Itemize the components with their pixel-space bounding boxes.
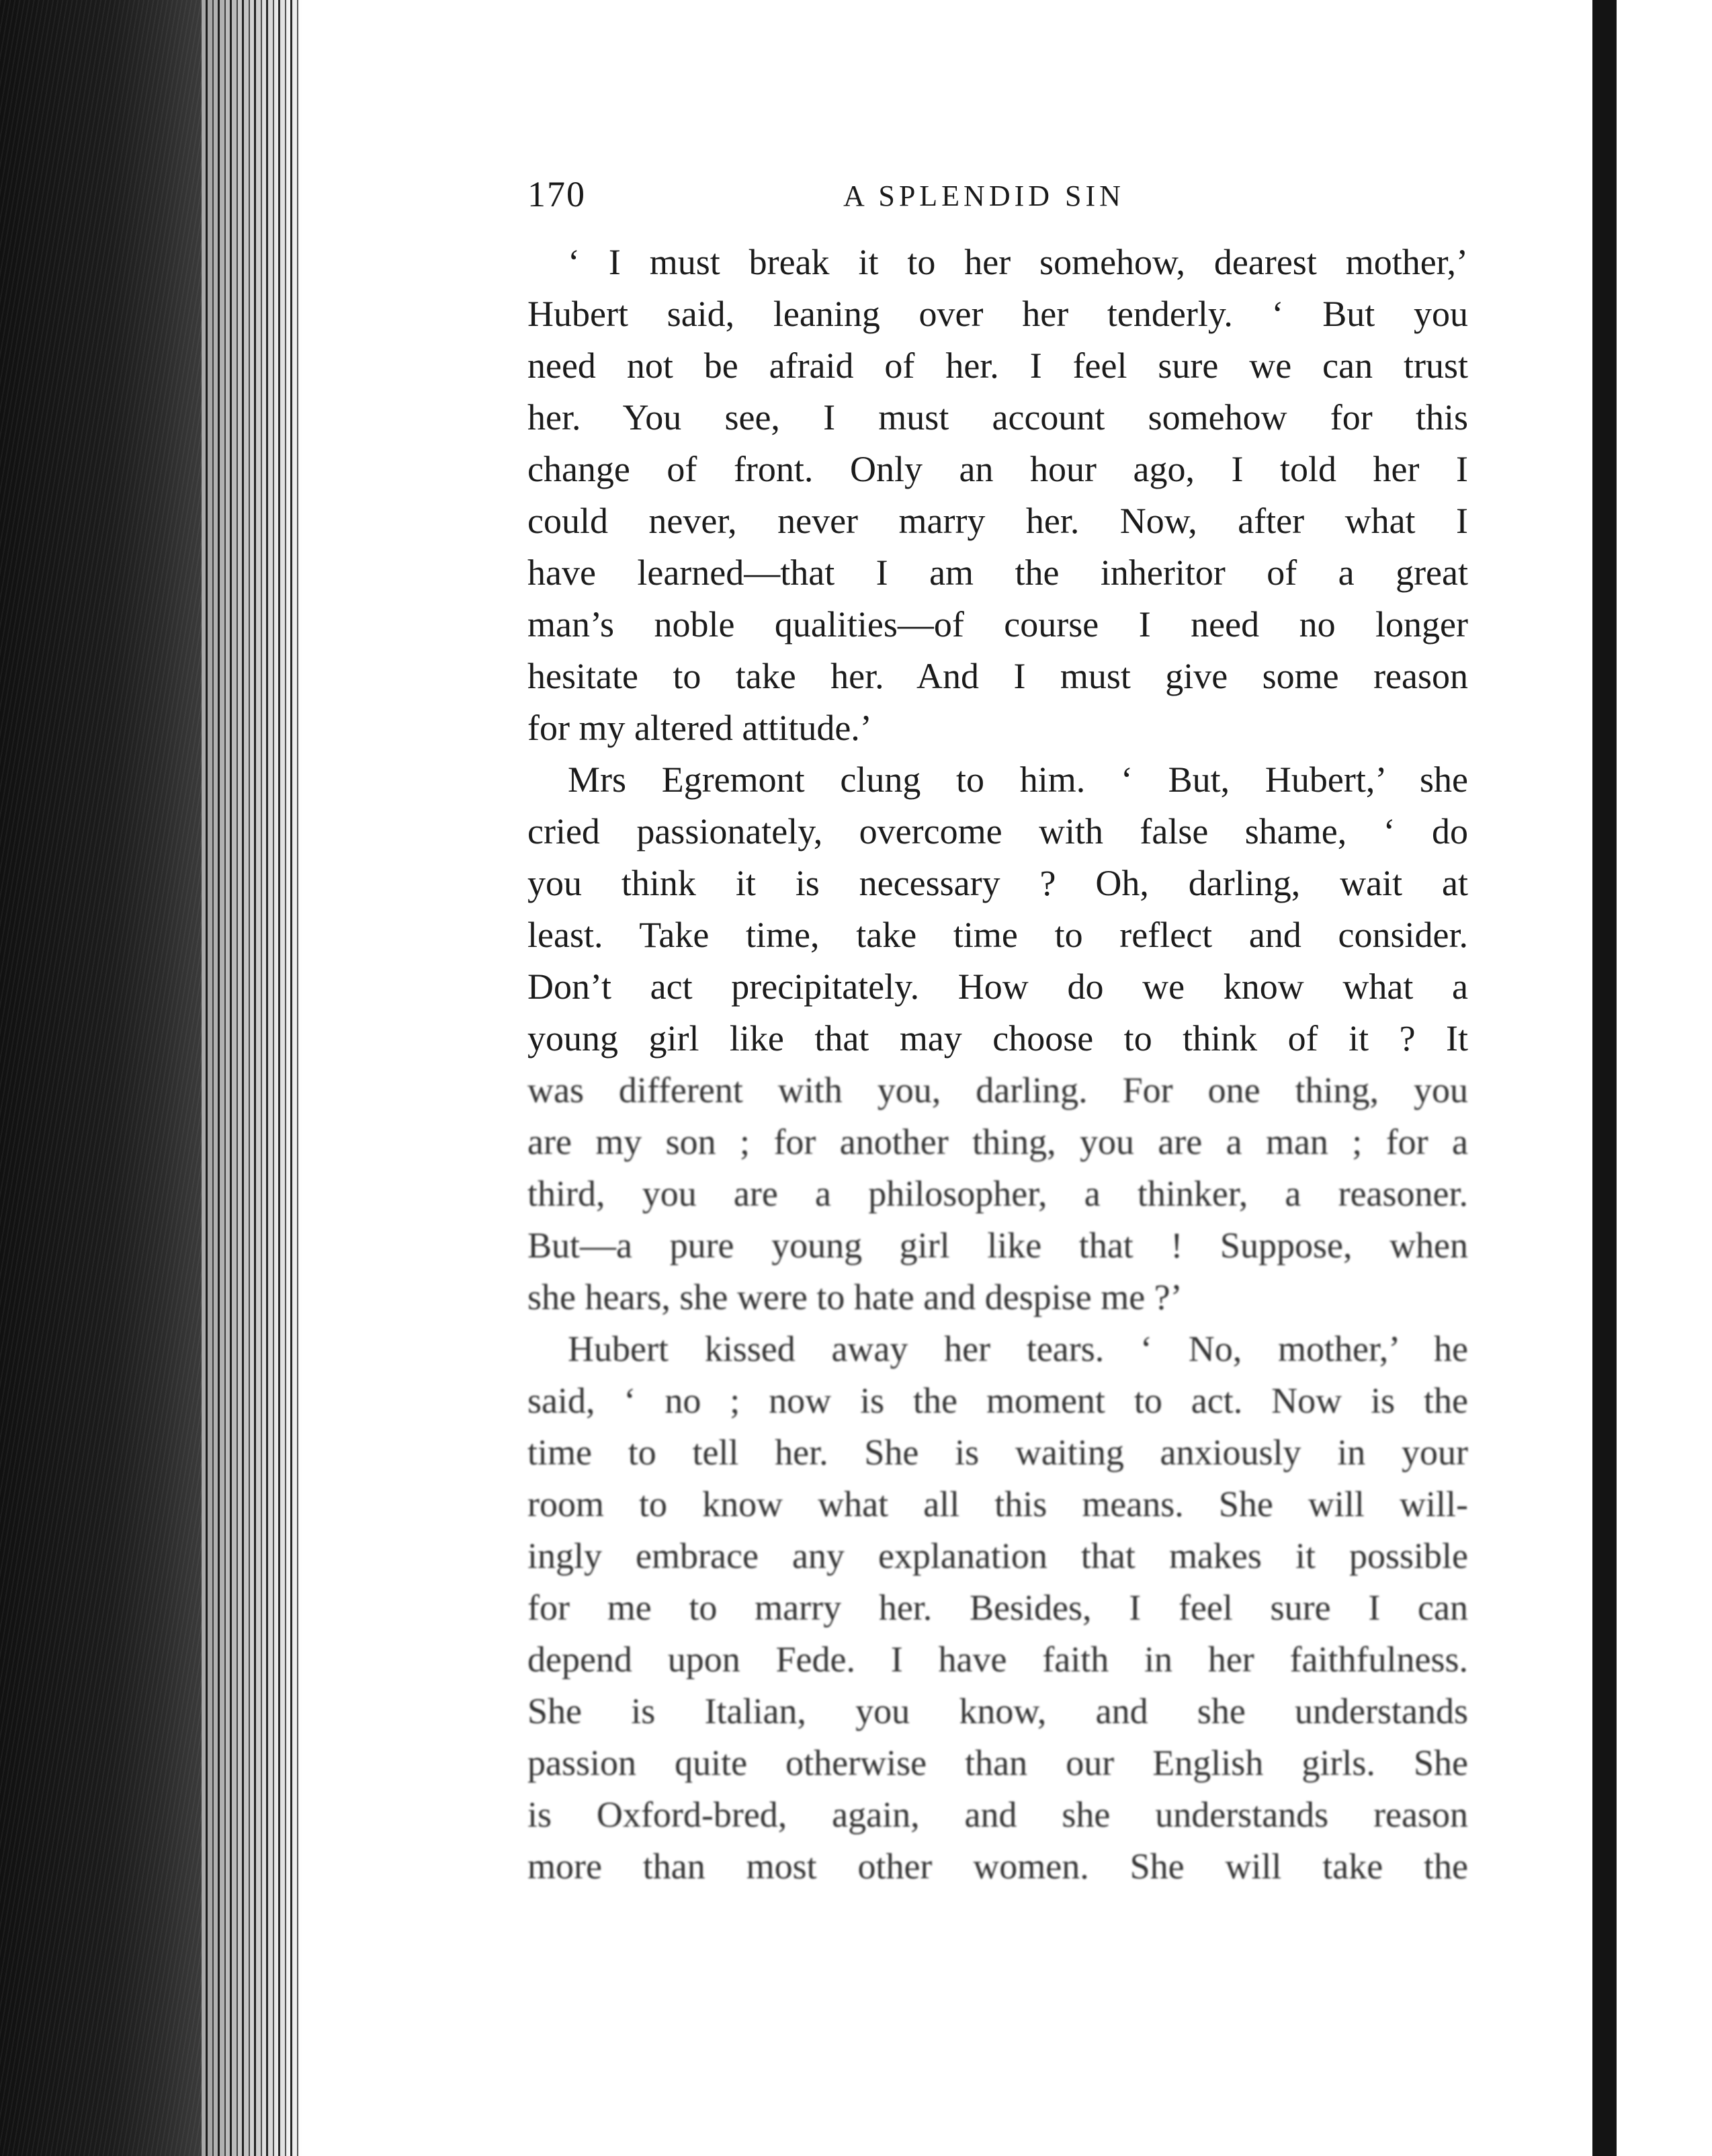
spine-texture	[0, 0, 202, 2156]
text-line: she hears, she were to hate and despise me ?’	[527, 1277, 1183, 1317]
text-line: Don’t act precipitately. How do we know what a	[527, 966, 1468, 1007]
next-page-strip	[1617, 0, 1712, 2156]
text-line: said, ‘ no ; now is the moment to act. Now is the	[527, 1380, 1468, 1421]
text-line: more than most other women. She will take the	[527, 1846, 1468, 1887]
text-line: change of front. Only an hour ago, I told her I	[527, 449, 1468, 489]
text-line: young girl like that may choose to think of it ? It	[527, 1018, 1468, 1059]
running-header	[527, 173, 1468, 220]
text-line: Hubert said, leaning over her tenderly. ‘ But you	[527, 294, 1468, 334]
text-line: hesitate to take her. And I must give some reason	[527, 656, 1468, 696]
text-line: could never, never marry her. Now, after what I	[527, 501, 1468, 541]
text-line: time to tell her. She is waiting anxiously in your	[527, 1432, 1468, 1473]
text-line: third, you are a philosopher, a thinker, a reasoner.	[527, 1173, 1468, 1214]
text-line: depend upon Fede. I have faith in her faithfulness.	[527, 1639, 1468, 1680]
text-line: for me to marry her. Besides, I feel sure I can	[527, 1587, 1468, 1628]
text-line: cried passionately, overcome with false shame, ‘ do	[527, 811, 1468, 852]
text-line: But—a pure young girl like that ! Suppose, when	[527, 1225, 1468, 1266]
text-line: her. You see, I must account somehow for this	[527, 397, 1468, 438]
text-line: you think it is necessary ? Oh, darling, wait at	[527, 863, 1468, 903]
text-line: man’s noble qualities—of course I need no longer	[527, 604, 1468, 645]
page-edge-shadow	[202, 0, 302, 2156]
text-line: She is Italian, you know, and she understands	[527, 1691, 1468, 1731]
text-line: ‘ I must break it to her somehow, dearest mother,’	[568, 242, 1468, 282]
text-line: Mrs Egremont clung to him. ‘ But, Hubert,’ she	[568, 759, 1468, 800]
text-line: need not be afraid of her. I feel sure we can trust	[527, 345, 1468, 386]
text-line: was different with you, darling. For one thing, you	[527, 1070, 1468, 1110]
text-line: least. Take time, take time to reflect and consider.	[527, 915, 1468, 955]
text-line: for my altered attitude.’	[527, 708, 872, 748]
page-number: 170	[527, 174, 586, 214]
running-title: A SPLENDID SIN	[843, 179, 1125, 212]
text-line: have learned—that I am the inheritor of a great	[527, 552, 1468, 593]
text-line: is Oxford-bred, again, and she understands reason	[527, 1794, 1468, 1835]
text-line: Hubert kissed away her tears. ‘ No, mother,’ he	[568, 1329, 1468, 1369]
next-page-border	[1592, 0, 1617, 2156]
text-line: ingly embrace any explanation that makes it possible	[527, 1536, 1468, 1576]
body-text	[527, 237, 1468, 1893]
text-line: room to know what all this means. She will will-	[527, 1484, 1468, 1524]
text-line: are my son ; for another thing, you are a man ; for a	[527, 1122, 1468, 1162]
text-line: passion quite otherwise than our English girls. She	[527, 1743, 1468, 1783]
